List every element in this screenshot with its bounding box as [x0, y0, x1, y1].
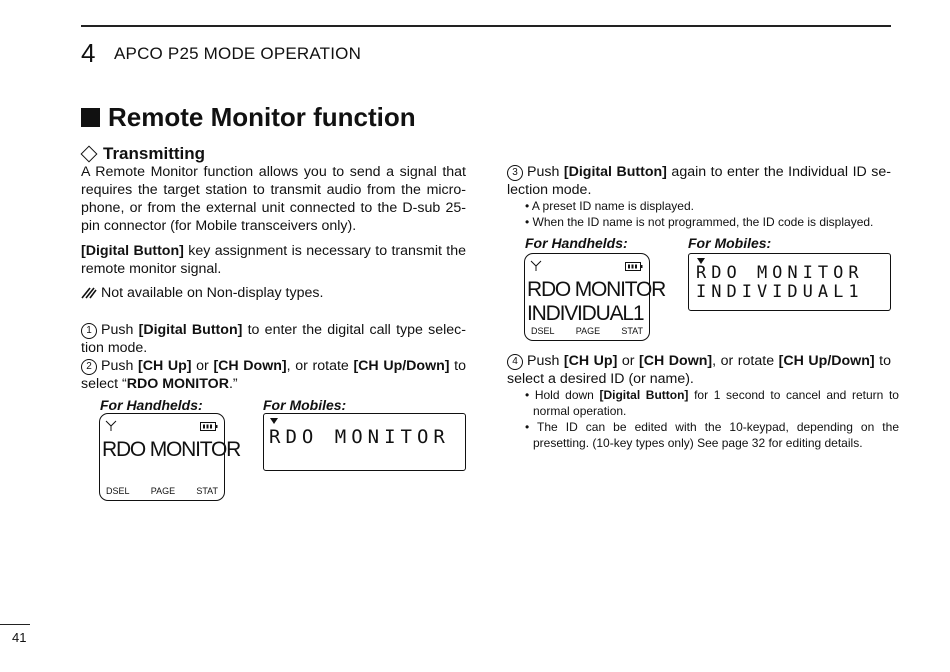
label-handhelds: For Handhelds:	[525, 235, 628, 251]
antenna-icon	[105, 420, 117, 432]
note-text: Not available on Non-display types.	[101, 285, 324, 301]
mob-display-line-2: INDIVIDUAL1	[696, 282, 864, 302]
mob-display-line-1: RDO MONITOR	[696, 263, 864, 283]
subsection-heading	[81, 144, 205, 164]
mob-display-line: RDO MONITOR	[269, 426, 450, 448]
label-mobiles: For Mobiles:	[263, 397, 347, 413]
subsection-title: Transmitting	[103, 144, 206, 163]
step-3-bullet-1: • A preset ID name is displayed.	[525, 199, 694, 213]
soft-key-stat: STAT	[196, 486, 218, 496]
step-2: 2 Push [CH Up] or [CH Down], or rotate [CH Up/Down] to select “RDO MONITOR.”	[81, 358, 467, 392]
section-heading	[81, 102, 416, 133]
hh-display-line: RDO MONITOR	[102, 438, 241, 461]
antenna-icon	[530, 260, 542, 272]
chapter-number: 4	[81, 38, 96, 68]
chapter-title: APCO P25 MODE OPERATION	[114, 44, 362, 63]
mobile-display-2	[688, 253, 891, 311]
mobile-display-1	[263, 413, 466, 471]
not-available-icon	[81, 287, 97, 299]
step-3: 3 Push [Digital Button] again to enter the Individual ID se-lection mode.	[507, 164, 892, 198]
step-4: 4 Push [CH Up] or [CH Down], or rotate [CH Up/Down] to select a desired ID (or name).	[507, 353, 891, 387]
step-number: 1	[81, 323, 97, 339]
square-bullet-icon	[81, 108, 100, 127]
label-mobiles: For Mobiles:	[688, 235, 772, 251]
soft-key-dsel: DSEL	[106, 486, 130, 496]
header-rule	[81, 25, 891, 27]
diamond-icon	[81, 146, 98, 163]
section-title: Remote Monitor function	[108, 102, 416, 132]
step-4-bullet-2: • The ID can be edited with the 10-keypad, depending on the presetting. (10-key types only) See page 32 for editing details.	[525, 420, 899, 450]
digital-button-ref: [Digital Button]	[81, 243, 184, 259]
hh-display-line-1: RDO MONITOR	[527, 278, 666, 301]
soft-key-dsel: DSEL	[531, 326, 555, 336]
hh-display-line-2: INDIVIDUAL1	[527, 302, 644, 325]
signal-marker-icon	[270, 418, 278, 425]
key-assignment-text: key assignment is necessary to transmit the remote monitor signal.	[81, 243, 467, 277]
step-3-bullet-2: • When the ID name is not programmed, the ID code is displayed.	[525, 215, 874, 229]
step-number: 3	[507, 165, 523, 181]
label-handhelds: For Handhelds:	[100, 397, 203, 413]
battery-icon	[625, 262, 643, 272]
handheld-display-1	[99, 413, 241, 501]
soft-key-row	[531, 326, 643, 336]
non-display-note	[81, 285, 323, 301]
page-number: 41	[12, 630, 27, 645]
soft-key-page: PAGE	[150, 486, 176, 496]
battery-icon	[200, 422, 218, 432]
handheld-display-2	[524, 253, 666, 341]
soft-key-stat: STAT	[621, 326, 643, 336]
intro-paragraph: A Remote Monitor function allows you to send a signal that requires the target station to transmit audio from the micro-phone, or from the external unit connected to the D-sub 25-pin connector (for Mobile transceivers only).	[81, 164, 466, 234]
soft-key-page: PAGE	[575, 326, 601, 336]
step-1: 1 Push [Digital Button] to enter the digital call type selec-tion mode.	[81, 322, 466, 356]
key-assignment-paragraph	[81, 242, 466, 278]
soft-key-row	[106, 486, 218, 496]
step-number: 4	[507, 354, 523, 370]
footer-rule	[0, 624, 30, 625]
step-4-bullet-1: • Hold down [Digital Button] for 1 second to cancel and return to normal operation.	[525, 388, 899, 418]
step-number: 2	[81, 359, 97, 375]
